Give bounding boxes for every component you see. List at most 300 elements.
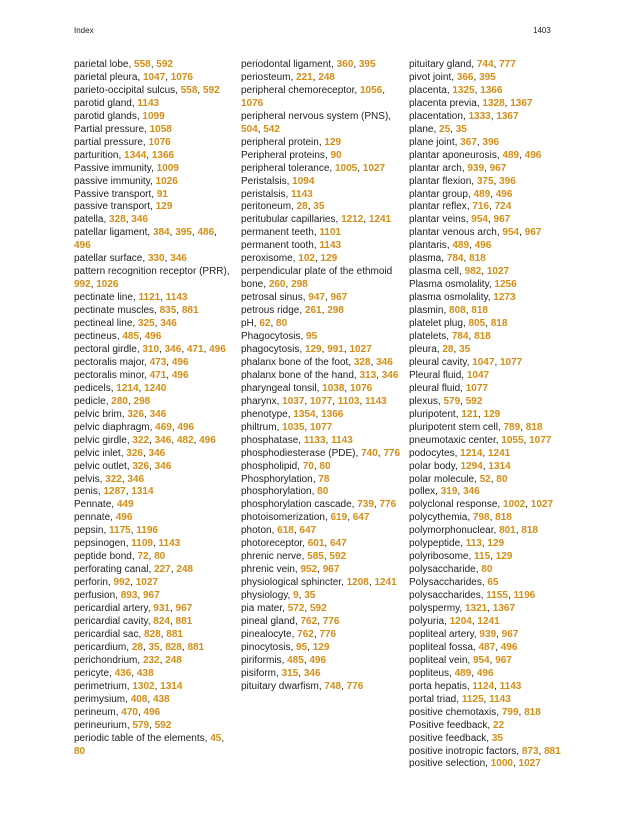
page-link[interactable]: 35	[459, 343, 471, 355]
page-link[interactable]: 1076	[148, 136, 171, 148]
page-link[interactable]: 1094	[292, 175, 315, 187]
page-link[interactable]: 1026	[96, 279, 119, 291]
page-link[interactable]: 28	[442, 343, 454, 355]
page-link[interactable]: 487	[478, 641, 496, 653]
page-link[interactable]: 1366	[480, 84, 503, 96]
page-link[interactable]: 618	[277, 525, 294, 537]
page-link[interactable]: 881	[166, 628, 183, 640]
page-link[interactable]: 346	[376, 356, 393, 368]
page-link[interactable]: 326	[132, 460, 150, 472]
page-link[interactable]: 835	[159, 305, 177, 317]
page-link[interactable]: 789	[503, 421, 521, 433]
page-link[interactable]: 1208	[346, 577, 369, 589]
page-link[interactable]: 232	[142, 654, 160, 666]
page-link[interactable]: 1241	[374, 577, 397, 589]
page-link[interactable]: 1005	[334, 162, 358, 174]
index-term: plantar aponeurosis	[409, 149, 497, 161]
page-link[interactable]: 471	[186, 343, 204, 355]
page-link[interactable]: 80	[276, 318, 288, 330]
page-link[interactable]: 260	[268, 279, 286, 291]
page-link[interactable]: 784	[446, 253, 464, 265]
page-link[interactable]: 121	[461, 408, 478, 420]
page-link[interactable]: 375	[476, 175, 494, 187]
page-link[interactable]: 579	[132, 719, 150, 731]
page-link[interactable]: 346	[149, 408, 167, 420]
page-link[interactable]: 1367	[510, 97, 533, 109]
page-link[interactable]: 1143	[165, 292, 188, 304]
page-link[interactable]: 592	[329, 551, 347, 563]
page-link[interactable]: 818	[495, 512, 512, 524]
index-term: phalanx bone of the foot	[241, 356, 349, 368]
page-link[interactable]: 601	[307, 538, 325, 550]
page-link[interactable]: 113	[465, 538, 482, 550]
page-link[interactable]: 496	[495, 188, 513, 200]
page-link[interactable]: 954	[471, 214, 488, 226]
page-link[interactable]: 95	[306, 331, 318, 343]
page-link[interactable]: 881	[187, 641, 205, 653]
page-link[interactable]: 1367	[492, 603, 516, 615]
page-link[interactable]: 1077	[309, 395, 333, 407]
page-link[interactable]: 473	[149, 356, 167, 368]
page-link[interactable]: 1143	[319, 240, 342, 252]
page-link[interactable]: 496	[144, 331, 162, 343]
page-link[interactable]: 798	[472, 512, 490, 524]
page-link[interactable]: 1027	[486, 266, 510, 278]
page-link[interactable]: 1143	[158, 538, 181, 550]
page-link[interactable]: 939	[467, 162, 485, 174]
page-link[interactable]: 954	[472, 654, 490, 666]
page-link[interactable]: 1077	[465, 382, 488, 394]
page-link[interactable]: 1077	[500, 356, 523, 368]
page-link[interactable]: 777	[499, 59, 516, 70]
page-link[interactable]: 739	[357, 499, 374, 511]
page-link[interactable]: 776	[319, 628, 337, 640]
page-link[interactable]: 1047	[472, 356, 495, 368]
page-link[interactable]: 1366	[321, 408, 344, 420]
page-link[interactable]: 367	[460, 136, 477, 148]
page-link[interactable]: 227	[154, 564, 171, 576]
page-link[interactable]: 967	[142, 590, 160, 602]
page-link[interactable]: 280	[111, 395, 128, 407]
page-link[interactable]: 346	[154, 460, 172, 472]
page-link[interactable]: 35	[148, 641, 160, 653]
page-link[interactable]: 28	[296, 201, 308, 213]
index-entry: Peripheral proteins, 90	[241, 149, 342, 161]
page-link[interactable]: 592	[154, 719, 172, 731]
page-link[interactable]: 1109	[131, 538, 153, 550]
page-link[interactable]: 261	[304, 305, 322, 317]
page-link[interactable]: 449	[116, 499, 134, 511]
page-link[interactable]: 1027	[518, 758, 541, 770]
page-link[interactable]: 873	[521, 745, 539, 757]
page-link[interactable]: 35	[304, 590, 316, 602]
page-link[interactable]: 818	[474, 331, 491, 343]
page-link[interactable]: 78	[318, 473, 330, 485]
page-link[interactable]: 818	[521, 525, 538, 537]
page-link[interactable]: 1367	[496, 110, 519, 122]
page-link[interactable]: 762	[300, 615, 318, 627]
page-link[interactable]: 313	[359, 369, 377, 381]
page-link[interactable]: 828	[144, 628, 161, 640]
page-link[interactable]: 784	[451, 331, 469, 343]
page-link[interactable]: 818	[469, 253, 486, 265]
page-link[interactable]: 346	[303, 667, 321, 679]
index-entry: pericardial cavity, 824, 881	[74, 615, 193, 627]
page-link[interactable]: 496	[199, 434, 216, 446]
page-link[interactable]: 808	[449, 305, 466, 317]
page-link[interactable]: 504	[241, 123, 258, 135]
page-link[interactable]: 967	[495, 654, 512, 666]
page-link[interactable]: 954	[502, 227, 520, 239]
page-link[interactable]: 326	[126, 447, 143, 459]
page-link[interactable]: 647	[352, 512, 370, 524]
page-link[interactable]: 1143	[331, 434, 353, 446]
page-link[interactable]: 1256	[494, 279, 517, 291]
page-link[interactable]: 395	[479, 71, 496, 83]
page-link[interactable]: 1314	[160, 680, 183, 692]
page-link[interactable]: 298	[133, 395, 151, 407]
page-link[interactable]: 436	[114, 667, 132, 679]
page-link[interactable]: 496	[171, 369, 189, 381]
page-link[interactable]: 91	[156, 188, 168, 200]
page-link[interactable]: 80	[319, 460, 331, 472]
page-link[interactable]: 1076	[241, 97, 264, 109]
page-link[interactable]: 319	[440, 486, 458, 498]
page-link[interactable]: 28	[131, 641, 143, 653]
page-link[interactable]: 360	[336, 59, 354, 70]
index-term: pectinate line	[74, 292, 133, 304]
page-link[interactable]: 818	[490, 318, 508, 330]
page-link[interactable]: 496	[115, 512, 133, 524]
page-link[interactable]: 1027	[349, 343, 372, 355]
page-link[interactable]: 1037	[282, 395, 305, 407]
page-link[interactable]: 25	[439, 123, 451, 135]
page-link[interactable]: 298	[291, 279, 308, 291]
page-link[interactable]: 818	[471, 305, 488, 317]
page-link[interactable]: 818	[525, 421, 543, 433]
page-link[interactable]: 1344	[124, 149, 147, 161]
page-link[interactable]: 776	[379, 499, 397, 511]
page-link[interactable]: 558	[180, 84, 198, 96]
page-link[interactable]: 1056	[359, 84, 383, 96]
page-link[interactable]: 52	[479, 473, 491, 485]
page-link[interactable]: 129	[483, 408, 501, 420]
page-link[interactable]: 326	[127, 408, 145, 420]
page-link[interactable]: 346	[164, 343, 182, 355]
page-link[interactable]: 1027	[530, 499, 554, 511]
page-link[interactable]: 90	[330, 149, 342, 161]
page-link[interactable]: 572	[287, 603, 305, 615]
page-link[interactable]: 967	[489, 162, 507, 174]
page-link[interactable]: 248	[165, 654, 182, 666]
page-link[interactable]: 80	[496, 473, 508, 485]
page-link[interactable]: 1027	[135, 577, 158, 589]
page-link[interactable]: 1143	[365, 395, 387, 407]
page-link[interactable]: 1099	[142, 110, 165, 122]
page-link[interactable]: 939	[479, 628, 497, 640]
page-link[interactable]: 801	[499, 525, 516, 537]
page-link[interactable]: 585	[307, 551, 324, 563]
page-link[interactable]: 967	[175, 603, 193, 615]
page-link[interactable]: 893	[120, 590, 138, 602]
page-link[interactable]: 1321	[464, 603, 488, 615]
page-link[interactable]: 740	[361, 447, 378, 459]
page-link[interactable]: 947	[308, 292, 325, 304]
page-link[interactable]: 1241	[477, 615, 500, 627]
page-link[interactable]: 496	[476, 667, 494, 679]
page-link[interactable]: 80	[317, 486, 329, 498]
page-link[interactable]: 366	[456, 71, 474, 83]
index-entry: perineum, 470, 496	[74, 706, 161, 718]
page-link[interactable]: 558	[134, 59, 151, 70]
page-link[interactable]: 1076	[170, 71, 193, 83]
page-link[interactable]: 408	[130, 693, 148, 705]
page-link[interactable]: 496	[143, 706, 161, 718]
index-term: perforin	[74, 577, 108, 589]
page-link[interactable]: 496	[177, 421, 195, 433]
page-link[interactable]: 248	[176, 564, 193, 576]
page-link[interactable]: 315	[281, 667, 299, 679]
page-link[interactable]: 542	[263, 123, 280, 135]
page-link[interactable]: 325	[137, 318, 155, 330]
page-link[interactable]: 1302	[132, 680, 155, 692]
page-link[interactable]: 1354	[293, 408, 316, 420]
page-link[interactable]: 724	[494, 201, 512, 213]
page-link[interactable]: 1366	[151, 149, 175, 161]
page-link[interactable]: 1314	[131, 486, 154, 498]
page-link[interactable]: 967	[501, 628, 519, 640]
page-link[interactable]: 1314	[488, 460, 511, 472]
page-link[interactable]: 1103	[337, 395, 360, 407]
page-link[interactable]: 647	[299, 525, 317, 537]
page-link[interactable]: 828	[165, 641, 182, 653]
page-link[interactable]: 129	[312, 641, 330, 653]
page-link[interactable]: 35	[313, 201, 325, 213]
page-link[interactable]: 346	[148, 447, 166, 459]
page-link[interactable]: 496	[171, 356, 189, 368]
page-link[interactable]: 716	[472, 201, 490, 213]
page-link[interactable]: 438	[136, 667, 154, 679]
page-link[interactable]: 469	[155, 421, 172, 433]
page-link[interactable]: 72	[137, 551, 149, 563]
page-link[interactable]: 1273	[493, 292, 516, 304]
page-link[interactable]: 489	[502, 149, 520, 161]
page-link[interactable]: 1038	[322, 382, 345, 394]
page-link[interactable]: 489	[454, 667, 472, 679]
page-link[interactable]: 762	[297, 628, 314, 640]
page-link[interactable]: 1077	[529, 434, 552, 446]
page-link[interactable]: 1325	[452, 84, 475, 96]
page-link[interactable]: 1077	[309, 421, 333, 433]
page-link[interactable]: 776	[383, 447, 401, 459]
page-link[interactable]: 102	[298, 253, 315, 265]
page-link[interactable]: 485	[287, 654, 304, 666]
page-link[interactable]: 486	[197, 227, 215, 239]
page-link[interactable]: 647	[329, 538, 347, 550]
page-link[interactable]: 1212	[341, 214, 364, 226]
page-link[interactable]: 248	[318, 71, 335, 83]
index-entry: Partial pressure, 1058	[74, 123, 172, 135]
page-link[interactable]: 881	[181, 305, 199, 317]
page-link[interactable]: 1333	[468, 110, 491, 122]
page-link[interactable]: 496	[74, 240, 91, 252]
page-link[interactable]: 346	[462, 486, 480, 498]
page-link[interactable]: 45	[210, 732, 222, 744]
page-link[interactable]: 346	[154, 434, 172, 446]
page-link[interactable]: 744	[476, 59, 494, 70]
page-link[interactable]: 1009	[156, 162, 179, 174]
page-link[interactable]: 346	[160, 318, 177, 330]
index-term: perpendicular plate of the ethmoid bone	[241, 266, 393, 291]
page-link[interactable]: 982	[464, 266, 482, 278]
page-link[interactable]: 310	[142, 343, 160, 355]
page-link[interactable]: 471	[149, 369, 167, 381]
page-link[interactable]: 1055	[501, 434, 524, 446]
page-link[interactable]: 967	[524, 227, 542, 239]
page-link[interactable]: 991	[327, 343, 344, 355]
page-link[interactable]: 1000	[490, 758, 513, 770]
page-link[interactable]: 579	[443, 395, 461, 407]
page-link[interactable]: 22	[492, 719, 505, 731]
page-link[interactable]: 748	[324, 680, 342, 692]
page-link[interactable]: 1026	[155, 175, 178, 187]
page-link[interactable]: 80	[154, 551, 166, 563]
page-link[interactable]: 967	[322, 564, 340, 576]
page-link[interactable]: 496	[524, 149, 542, 161]
page-link[interactable]: 881	[175, 615, 193, 627]
page-link[interactable]: 115	[474, 551, 491, 563]
page-link[interactable]: 129	[155, 201, 173, 213]
page-link[interactable]: 1101	[319, 227, 342, 239]
page-link[interactable]: 221	[296, 71, 313, 83]
page-link[interactable]: 1121	[138, 292, 161, 304]
page-link[interactable]: 1143	[137, 97, 160, 109]
page-link[interactable]: 592	[465, 395, 483, 407]
index-term: phosphorylation	[241, 486, 312, 498]
page-link[interactable]: 1155	[486, 590, 508, 602]
page-link[interactable]: 35	[491, 732, 503, 744]
page-link[interactable]: 496	[209, 343, 226, 355]
page-link[interactable]: 346	[127, 473, 145, 485]
page-link[interactable]: 1058	[149, 123, 172, 135]
page-link[interactable]: 592	[202, 84, 220, 96]
page-link[interactable]: 776	[346, 680, 364, 692]
page-link[interactable]: 1027	[362, 162, 386, 174]
page-link[interactable]: 70	[302, 460, 314, 472]
page-link[interactable]: 1241	[487, 447, 511, 459]
page-link[interactable]: 9	[293, 590, 299, 602]
page-link[interactable]: 799	[501, 706, 519, 718]
page-link[interactable]: 496	[500, 641, 518, 653]
page-link[interactable]: 952	[300, 564, 318, 576]
page-link[interactable]: 129	[487, 538, 505, 550]
page-link[interactable]: 328	[353, 356, 371, 368]
page-link[interactable]: 395	[358, 59, 376, 70]
page-link[interactable]: 1035	[282, 421, 305, 433]
page-link[interactable]: 330	[147, 253, 165, 265]
page-link[interactable]: 485	[122, 331, 140, 343]
page-link[interactable]: 1240	[144, 382, 167, 394]
page-link[interactable]: 396	[499, 175, 516, 187]
page-link[interactable]: 1214	[116, 382, 139, 394]
page-link[interactable]: 1204	[449, 615, 472, 627]
page-link[interactable]: 881	[544, 745, 561, 757]
page-link[interactable]: 1143	[291, 188, 313, 200]
page-link[interactable]: 1143	[499, 680, 522, 692]
page-link[interactable]: 1076	[349, 382, 373, 394]
page-link[interactable]: 129	[320, 253, 338, 265]
page-link[interactable]: 346	[170, 253, 187, 265]
page-link[interactable]: 824	[153, 615, 170, 627]
page-link[interactable]: 1133	[303, 434, 326, 446]
page-link[interactable]: 1196	[136, 525, 158, 537]
page-link[interactable]: 1047	[466, 369, 490, 381]
page-link[interactable]: 396	[482, 136, 500, 148]
page-link[interactable]: 592	[156, 59, 173, 70]
page-link[interactable]: 95	[296, 641, 308, 653]
page-link[interactable]: 1143	[489, 693, 511, 705]
index-entry: polyribosome, 115, 129	[409, 551, 513, 563]
page-link[interactable]: 298	[327, 305, 344, 317]
page-link[interactable]: 80	[481, 564, 493, 576]
page-link[interactable]: 322	[132, 434, 150, 446]
page-link[interactable]: 1125	[461, 693, 484, 705]
page-link[interactable]: 62	[259, 318, 271, 330]
page-link[interactable]: 1002	[502, 499, 526, 511]
page-link[interactable]: 346	[381, 369, 399, 381]
page-link[interactable]: 1241	[368, 214, 392, 226]
page-link[interactable]: 80	[74, 745, 86, 757]
page-link[interactable]: 992	[74, 279, 91, 291]
page-link[interactable]: 931	[153, 603, 170, 615]
page-link[interactable]: 496	[474, 240, 492, 252]
page-link[interactable]: 1196	[513, 590, 536, 602]
page-link[interactable]: 1124	[472, 680, 495, 692]
page-link[interactable]: 1294	[460, 460, 483, 472]
page-link[interactable]: 619	[330, 512, 348, 524]
page-link[interactable]: 805	[468, 318, 486, 330]
page-link[interactable]: 438	[152, 693, 170, 705]
page-link[interactable]: 967	[493, 214, 511, 226]
page-link[interactable]: 489	[473, 188, 491, 200]
page-link[interactable]: 592	[309, 603, 327, 615]
page-link[interactable]: 1175	[109, 525, 131, 537]
page-link[interactable]: 129	[324, 136, 342, 148]
page-link[interactable]: 65	[487, 577, 499, 589]
page-link[interactable]: 470	[121, 706, 138, 718]
page-link[interactable]: 395	[175, 227, 192, 239]
page-link[interactable]: 1328	[482, 97, 505, 109]
page-link[interactable]: 346	[131, 214, 148, 226]
index-term: pleura	[409, 343, 437, 355]
page-link[interactable]: 384	[152, 227, 170, 239]
page-link[interactable]: 1287	[103, 486, 126, 498]
page-link[interactable]: 322	[105, 473, 122, 485]
page-link[interactable]: 1047	[142, 71, 166, 83]
page-link[interactable]: 328	[109, 214, 126, 226]
page-link[interactable]: 1214	[460, 447, 483, 459]
page-link[interactable]: 818	[524, 706, 541, 718]
page-link[interactable]: 489	[452, 240, 470, 252]
page-link[interactable]: 496	[309, 654, 327, 666]
page-link[interactable]: 992	[113, 577, 131, 589]
page-link[interactable]: 35	[455, 123, 467, 135]
page-link[interactable]: 776	[322, 615, 340, 627]
page-link[interactable]: 129	[304, 343, 322, 355]
page-link[interactable]: 967	[330, 292, 348, 304]
page-link[interactable]: 482	[176, 434, 194, 446]
page-link[interactable]: 129	[495, 551, 513, 563]
